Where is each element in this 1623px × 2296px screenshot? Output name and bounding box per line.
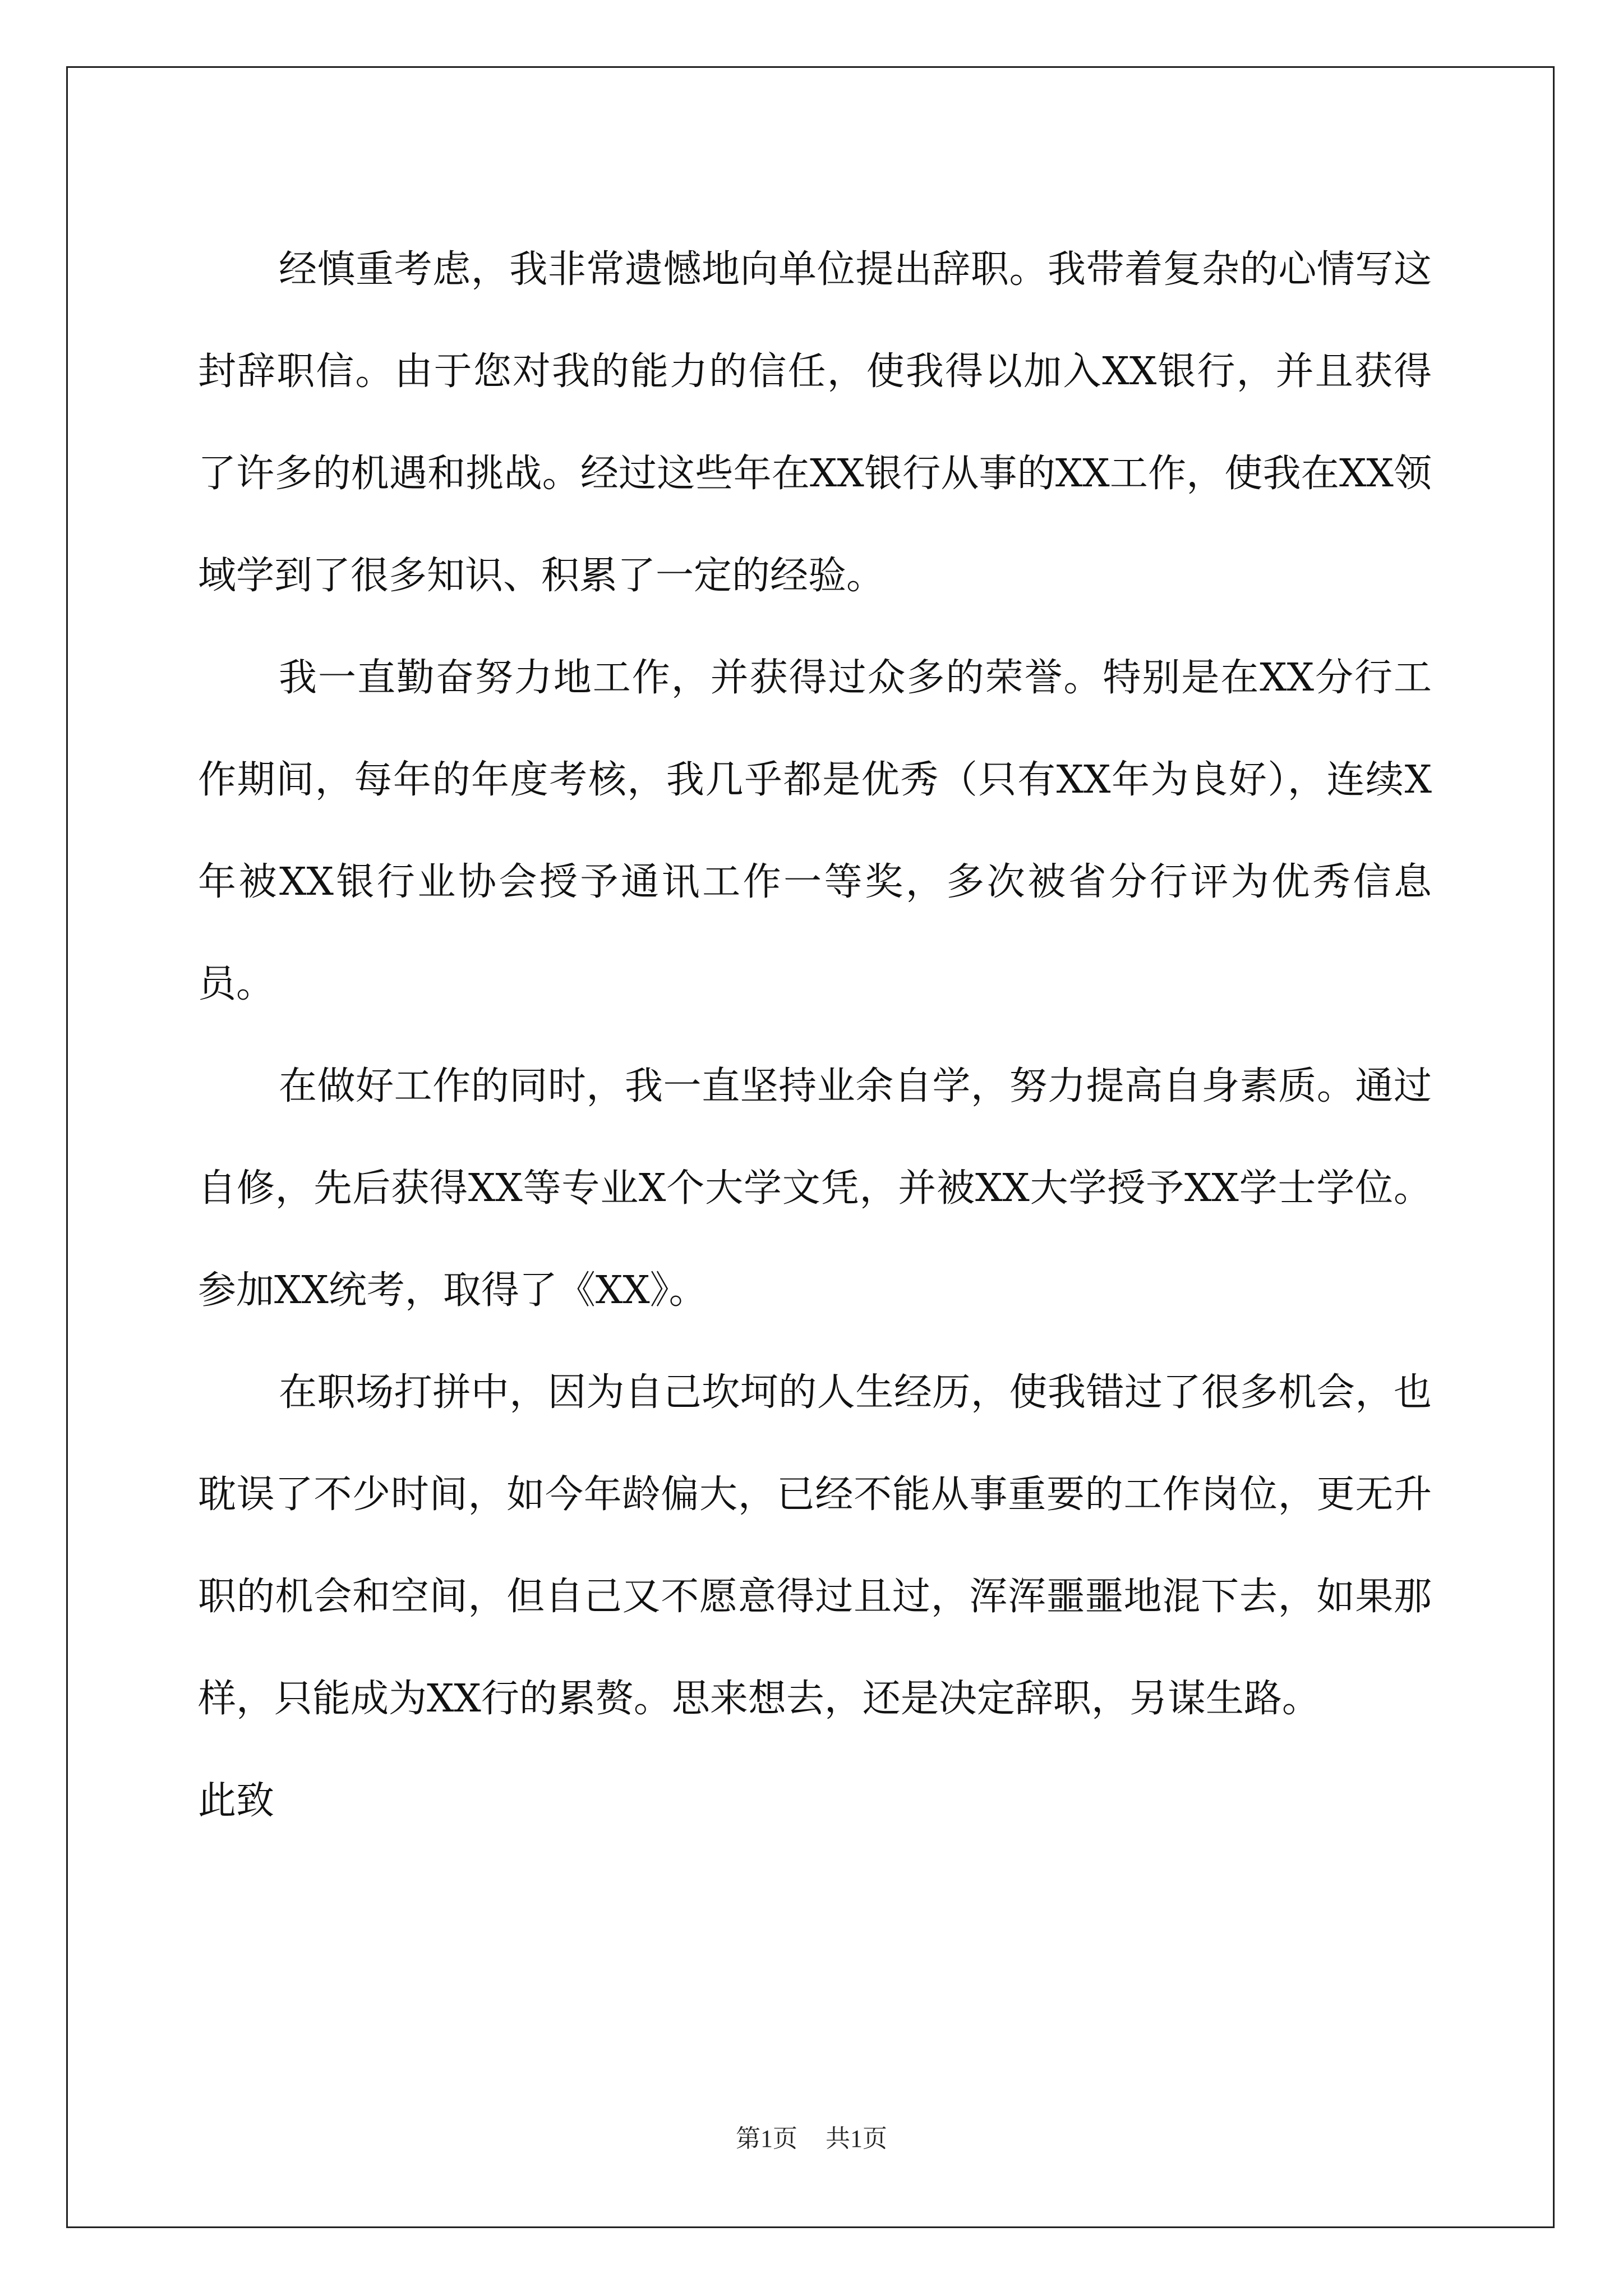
page-number-current: 第1页 [736,2125,797,2152]
page-footer [0,2122,1623,2156]
paragraph-2: 我一直勤奋努力地工作，并获得过众多的荣誉。特别是在XX分行工作期间，每年的年度考核，我几乎都是优秀（只有XX年为良好），连续X年被XX银行业协会授予通讯工作一等奖，多次被省分行评为优秀信息员。 [198,656,1432,1006]
paragraph-1: 经慎重考虑，我非常遗憾地向单位提出辞职。我带着复杂的心情写这封辞职信。由于您对我的能力的信任，使我得以加入XX银行，并且获得了许多的机遇和挑战。经过这些年在XX银行从事的XX工作，使我在XX领域学到了很多知识、积累了一定的经验。 [198,247,1432,598]
paragraph-4: 在职场打拼中，因为自己坎坷的人生经历，使我错过了很多机会，也耽误了不少时间，如今年龄偏大，已经不能从事重要的工作岗位，更无升职的机会和空间，但自己又不愿意得过且过，浑浑噩噩地混下去，如果那样，只能成为XX行的累赘。思来想去，还是决定辞职，另谋生路。 [198,1370,1432,1721]
closing-salutation: 此致 [198,1779,275,1823]
letter-body [198,219,1432,1852]
page-number-total: 共1页 [826,2125,887,2152]
paragraph-3: 在做好工作的同时，我一直坚持业余自学，努力提高自身素质。通过自修，先后获得XX等专业X个大学文凭，并被XX大学授予XX学士学位。参加XX统考，取得了《XX》。 [198,1064,1432,1313]
